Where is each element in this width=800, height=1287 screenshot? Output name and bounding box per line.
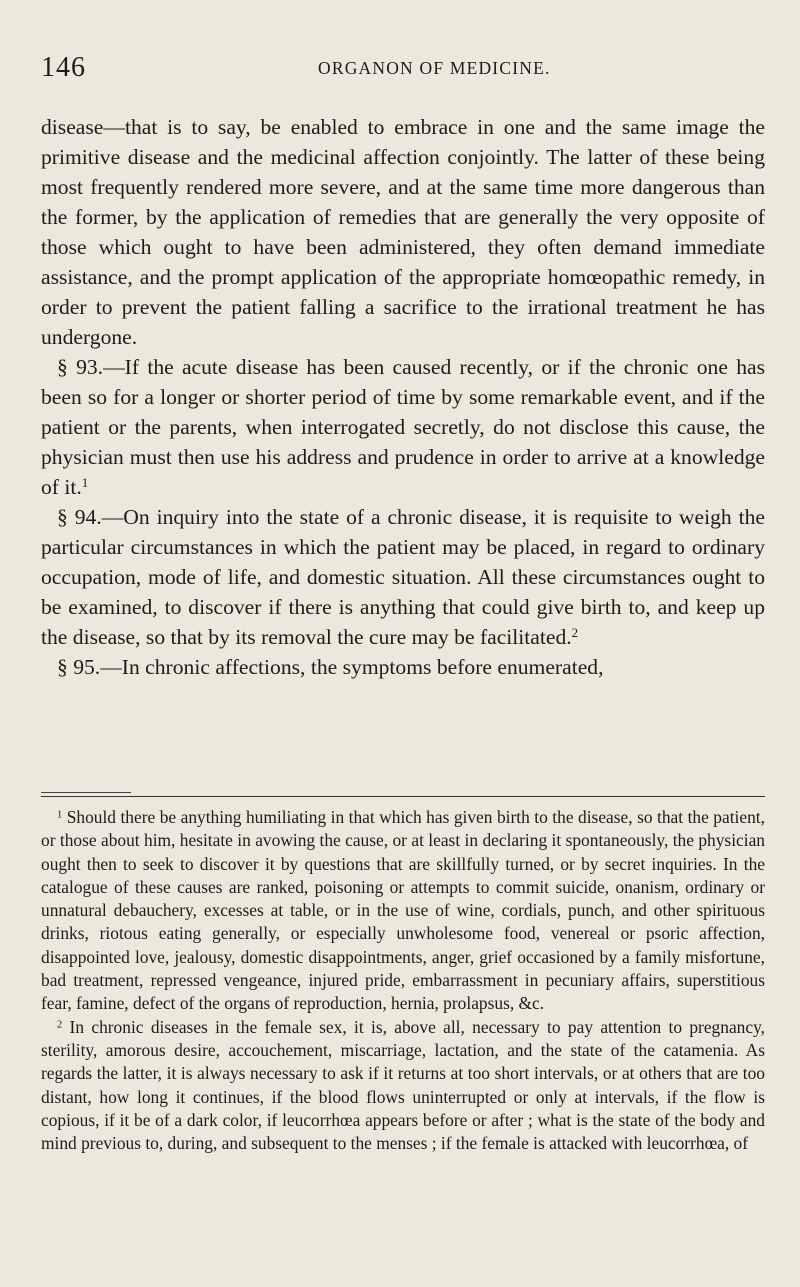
page-number: 146 — [41, 52, 86, 83]
running-head: ORGANON OF MEDICINE. — [318, 58, 551, 78]
footnote-1 — [41, 806, 765, 1016]
paragraph-section-93: § 93.—If the acute disease has been caused recently, or if the chronic one has been so for a longer or shorter period of time by some remarkable event, and if the patient or the parents, when interrogated secretly, do not disclose this cause, the physician must then use his address and prudence in order to arrive at a knowledge of it.$^1$ — [41, 355, 765, 499]
main-text — [41, 112, 765, 682]
footnote-2 — [41, 1016, 765, 1156]
footnote-ref-1: 1 — [81, 474, 89, 490]
footnotes — [41, 806, 765, 1155]
paragraph-section-94: § 94.—On inquiry into the state of a chronic disease, it is requisite to weigh the particular circumstances in which the patient may be placed, in regard to ordinary occupation, mode of life, and domestic situation. All these circumstances ought to be examined, to discover if there is anything that could give birth to, and keep up the disease, so that by its removal the cure may be facilitated.$^2$ — [41, 505, 765, 649]
paragraph-section-95: § 95.—In chronic affections, the symptoms before enumerated, — [57, 655, 604, 679]
footnote-marker-2: 2 — [57, 1018, 63, 1030]
page-header — [0, 52, 800, 92]
paragraph-continuation: disease—that is to say, be enabled to embrace in one and the same image the primitive disease and the medicinal affection conjointly. The latter of these being most frequently rendered more severe, and at the same time more dangerous than the former, by the application of remedies that are generally the very opposite of those which ought to have been administered, they often demand immediate assistance, and the prompt application of the appropriate homœopathic remedy, in order to prevent the patient falling a sacrifice to the irrational treatment he has undergone. — [41, 115, 765, 349]
footnote-1-text: Should there be anything humiliating in that which has given birth to the disease, so that the patient, or those about him, hesitate in avowing the cause, or at least in declaring it spontaneously, the physician ought then to seek to discover it by questions that are skillfully turned, or by secret inquiries. In the catalogue of these causes are ranked, poisoning or attempts to commit suicide, onanism, ordinary or unnatural debauchery, excesses at table, or in the use of wine, cordials, punch, and other spirituous drinks, riotous eating generally, or especially unwholesome food, venereal or psoric affection, disappointed love, jealousy, domestic disappointments, anger, grief occasioned by a family misfortune, bad treatment, repressed vengeance, injured pride, embarrassment in pecuniary affairs, superstitious fear, famine, defect of the organs of reproduction, hernia, prolapsus, &c. — [41, 807, 765, 1014]
footnote-divider — [41, 796, 765, 797]
footnote-marker-1: 1 — [57, 809, 63, 821]
footnote-2-text: In chronic diseases in the female sex, it is, above all, necessary to pay attention to pregnancy, sterility, amorous desire, accouchement, miscarriage, lactation, and the state of the catamenia. As regards the latter, it is always necessary to ask if it returns at too short intervals, or at others that are too distant, how long it continues, if the blood flows uninterrupted or only at intervals, if the flow is copious, if it be of a dark color, if leucorrhœa appears before or after ; what is the state of the body and mind previous to, during, and subsequent to the menses ; if the female is attacked with leucorrhœa, of — [41, 1016, 765, 1154]
footnote-ref-2: 2 — [571, 624, 579, 640]
